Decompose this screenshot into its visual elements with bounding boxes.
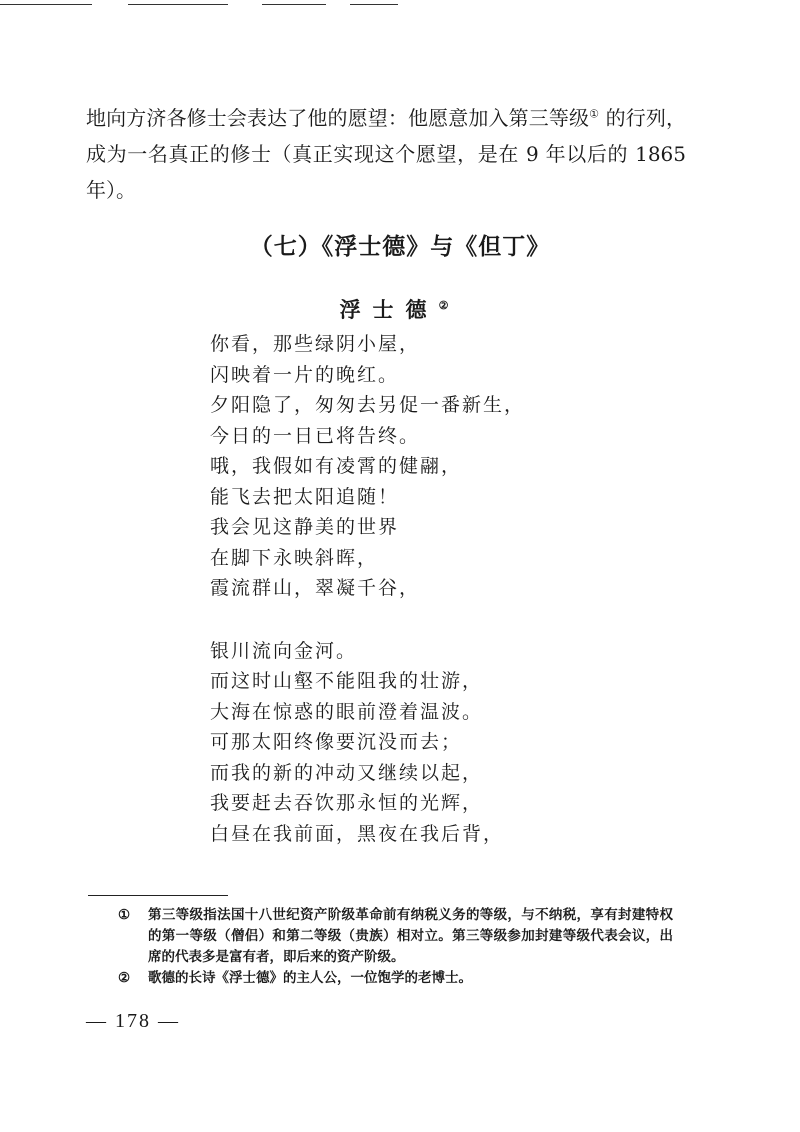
- top-rule-2: [128, 4, 228, 5]
- poem-line: 哦，我假如有凌霄的健翮，: [210, 455, 463, 477]
- footnote-1: [118, 905, 673, 968]
- footnote-mark-2: ②: [118, 970, 131, 986]
- footnotes: [118, 905, 673, 989]
- top-rule-3: [262, 4, 326, 5]
- top-rule-4: [350, 4, 398, 5]
- poem-line: 夕阳隐了，匆匆去另促一番新生，: [210, 394, 526, 416]
- footnote-mark-1: ①: [118, 907, 131, 923]
- footnote-text-2: 歌德的长诗《浮士德》的主人公，一位饱学的老博士。: [148, 970, 472, 986]
- footnote-divider: [88, 895, 228, 896]
- poem-line: 银川流向金河。: [210, 639, 358, 662]
- intro-text: 地向方济各修士会表达了他的愿望：他愿意加入第三等级: [86, 106, 590, 130]
- poem-title: [0, 294, 800, 324]
- poem-line: 而这时山壑不能阻我的壮游，: [210, 670, 484, 692]
- poem-line: 你看，那些绿阴小屋，: [210, 333, 421, 355]
- poem-line: 可那太阳终像要沉没而去；: [210, 731, 463, 753]
- poem-line: 霞流群山，翠凝千谷，: [210, 577, 421, 599]
- poem-line: 闪映着一片的晚红。: [210, 363, 400, 386]
- page-number: — 178 —: [86, 1010, 180, 1032]
- poem-title-text: 浮士德: [339, 297, 439, 322]
- top-rule-1: [0, 4, 92, 5]
- poem-line: 大海在惊惑的眼前澄着温波。: [210, 700, 484, 723]
- poem-line: 我要赶去吞饮那永恒的光辉，: [210, 792, 484, 814]
- poem-line: 白昼在我前面，黑夜在我后背，: [210, 822, 505, 845]
- poem-line: 能飞去把太阳追随！: [210, 485, 400, 508]
- footnote-2: [118, 968, 673, 989]
- footnote-text-1: 第三等级指法国十八世纪资产阶级革命前有纳税义务的等级，与不纳税，享有封建特权的第一等级（僧侣）和第二等级（贵族）相对立。第三等级参加封建等级代表会议，出席的代表多是富有者，即后来的资产阶级。: [148, 907, 673, 965]
- stanza-break: [210, 604, 630, 636]
- intro-paragraph: [86, 100, 686, 208]
- footnote-ref-1[interactable]: ①: [589, 107, 600, 121]
- section-heading: （七）《浮士德》与《但丁》: [249, 233, 551, 260]
- footnote-ref-2[interactable]: ②: [438, 299, 461, 312]
- intro-text-tail: 的行列，成为一名真正的修士（真正实现这个愿望，是在 9 年以后的 1865 年）。: [86, 106, 687, 202]
- poem-line: 而我的新的冲动又继续以起，: [210, 761, 484, 784]
- poem-body: [210, 329, 630, 849]
- poem-line: 我会见这静美的世界: [210, 516, 400, 538]
- poem-line: 今日的一日已将告终。: [210, 424, 421, 447]
- poem-line: 在脚下永映斜晖，: [210, 546, 379, 569]
